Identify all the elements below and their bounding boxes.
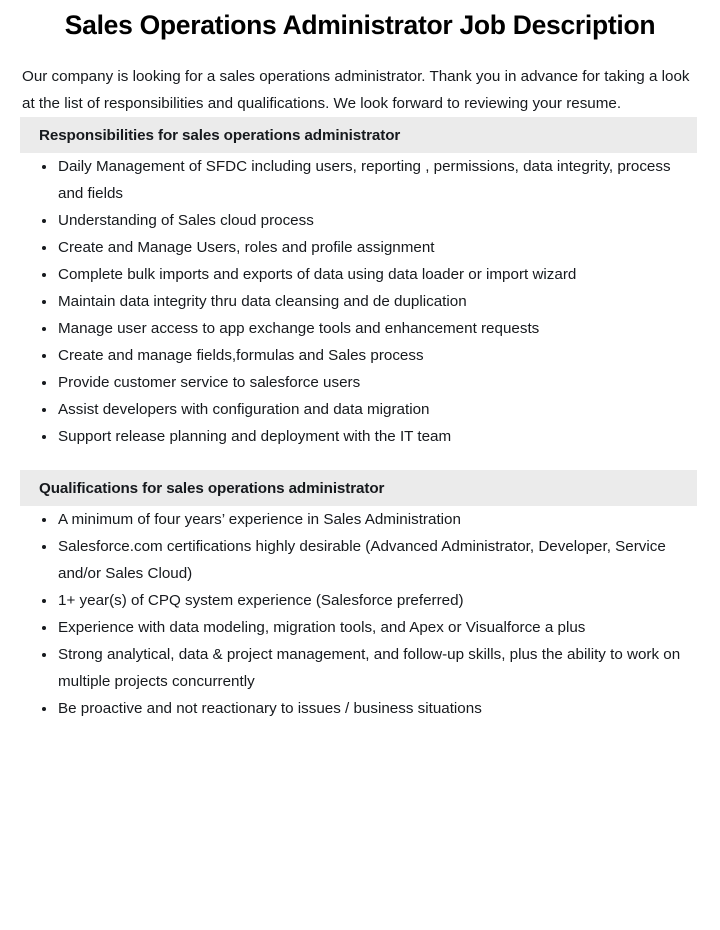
list-item: Support release planning and deployment with the IT team	[0, 423, 720, 450]
section-header-label: Qualifications for sales operations administrator	[39, 479, 385, 497]
section-header-label: Responsibilities for sales operations administrator	[39, 126, 401, 144]
section-responsibilities	[0, 117, 720, 450]
list-item: Understanding of Sales cloud process	[0, 207, 720, 234]
page-title: Sales Operations Administrator Job Description	[64, 10, 656, 40]
list-item: Maintain data integrity thru data cleansing and de duplication	[0, 288, 720, 315]
list-item: Strong analytical, data & project management, and follow-up skills, plus the ability to work on multiple projects concurrently	[0, 641, 720, 695]
section-spacer	[0, 450, 720, 470]
list-item: Manage user access to app exchange tools and enhancement requests	[0, 315, 720, 342]
intro-paragraph: Our company is looking for a sales operations administrator. Thank you in advance for taking a look at the list of responsibilities and qualifications. We look forward to reviewing your resume.	[22, 68, 690, 112]
section-header-qualifications	[20, 470, 697, 506]
responsibilities-list	[0, 153, 720, 450]
list-item: Create and Manage Users, roles and profile assignment	[0, 234, 720, 261]
list-item: Provide customer service to salesforce users	[0, 369, 720, 396]
list-item: Create and manage fields,formulas and Sales process	[0, 342, 720, 369]
list-item: Salesforce.com certifications highly desirable (Advanced Administrator, Developer, Service and/or Sales Cloud)	[0, 533, 720, 587]
list-item: Experience with data modeling, migration tools, and Apex or Visualforce a plus	[0, 614, 720, 641]
list-item: Be proactive and not reactionary to issues / business situations	[0, 695, 720, 722]
list-item: 1+ year(s) of CPQ system experience (Salesforce preferred)	[0, 587, 720, 614]
list-item: A minimum of four years’ experience in Sales Administration	[0, 506, 720, 533]
list-item: Daily Management of SFDC including users, reporting , permissions, data integrity, process and fields	[0, 153, 720, 207]
section-qualifications	[0, 470, 720, 722]
section-header-responsibilities	[20, 117, 697, 153]
list-item: Assist developers with configuration and data migration	[0, 396, 720, 423]
qualifications-list	[0, 506, 720, 722]
list-item: Complete bulk imports and exports of data using data loader or import wizard	[0, 261, 720, 288]
